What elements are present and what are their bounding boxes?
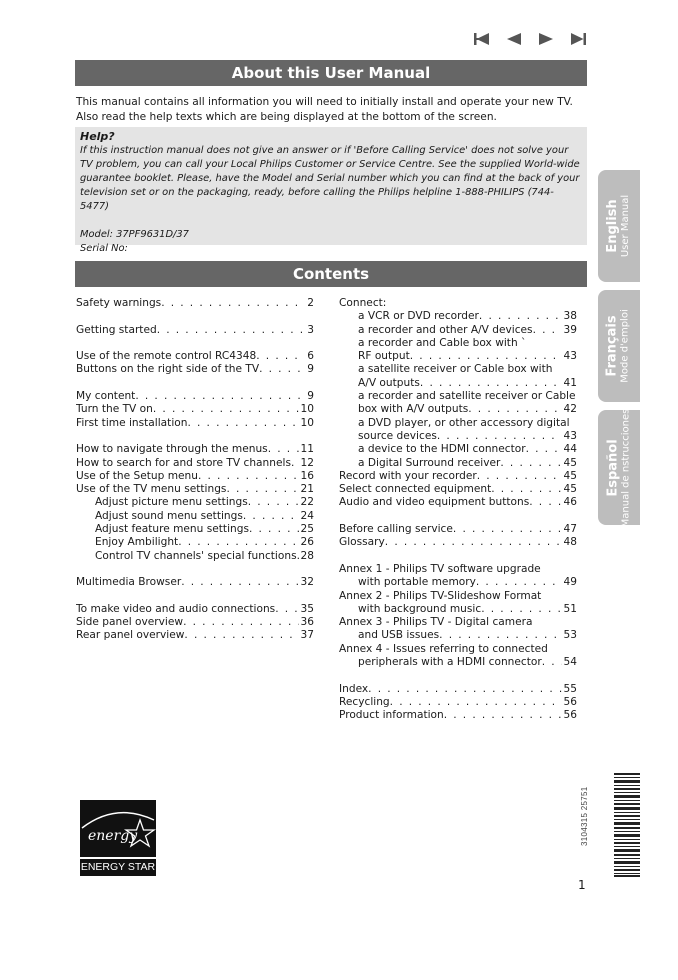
toc-entry-title: peripherals with a HDMI connector	[358, 656, 542, 669]
toc-entry-page: 6	[307, 350, 314, 363]
toc-entry[interactable]	[76, 496, 314, 509]
toc-entry[interactable]	[76, 470, 314, 483]
toc-dot-leader	[183, 616, 298, 629]
toc-entry-title: with background music	[358, 602, 482, 615]
toc-dot-leader	[187, 417, 298, 430]
about-section-header: About this User Manual	[75, 60, 587, 86]
previous-page-button[interactable]	[498, 30, 530, 48]
toc-spacer	[76, 430, 314, 443]
toc-entry-title: How to navigate through the menus	[76, 443, 268, 456]
toc-entry	[339, 563, 577, 576]
toc-entry-title: Multimedia Browser	[76, 576, 182, 589]
toc-entry[interactable]	[76, 510, 314, 523]
toc-dot-leader	[453, 523, 562, 536]
toc-entry-title: Record with your recorder	[339, 469, 477, 482]
tab-subtitle: Manual de nstrucciones	[620, 408, 631, 527]
toc-entry-title: Recycling	[339, 695, 390, 708]
toc-dot-leader	[161, 297, 305, 310]
toc-entry[interactable]	[76, 417, 314, 430]
toc-entry[interactable]	[76, 350, 314, 363]
toc-entry-page: 44	[563, 443, 577, 456]
toc-entry[interactable]	[76, 403, 314, 416]
toc-entry-page: 25	[300, 523, 314, 536]
toc-dot-leader	[181, 576, 298, 589]
toc-entry-title: Annex 2 - Philips TV-Slideshow Format	[339, 589, 542, 602]
toc-entry-title: Use of the Setup menu	[76, 469, 198, 482]
toc-dot-leader	[243, 510, 299, 523]
toc-dot-leader	[153, 403, 299, 416]
toc-entry-title: a recorder and Cable box with `	[358, 336, 527, 349]
toc-entry[interactable]	[339, 470, 577, 483]
toc-dot-leader	[410, 350, 562, 363]
arrow-left-icon	[506, 33, 522, 45]
toc-entry[interactable]	[76, 443, 314, 456]
toc-spacer	[76, 310, 314, 323]
toc-entry	[339, 390, 577, 403]
svg-text:energy: energy	[88, 828, 138, 844]
toc-entry-title: Buttons on the right side of the TV	[76, 363, 260, 376]
toc-entry-title: Control TV channels' special functions	[95, 549, 297, 562]
toc-dot-leader	[157, 324, 306, 337]
toc-entry[interactable]	[339, 483, 577, 496]
toc-entry-title: Adjust picture menu settings	[95, 496, 248, 509]
first-page-button[interactable]	[466, 30, 498, 48]
toc-entry-title: Index	[339, 682, 369, 695]
toc-entry-page: 45	[563, 469, 577, 482]
toc-entry-title: RF output	[358, 350, 410, 363]
intro-line: This manual contains all information you will need to initially install and operate your new TV.	[76, 96, 573, 108]
serial-number: Serial No:	[80, 243, 128, 254]
toc-entry	[339, 616, 577, 629]
toc-entry-title: a device to the HDMI connector	[358, 443, 526, 456]
energy-star-icon	[80, 800, 156, 859]
contents-section-header: Contents	[75, 261, 587, 287]
toc-entry-title: Side panel overview	[76, 616, 184, 629]
toc-dot-leader	[500, 457, 561, 470]
toc-entry[interactable]	[339, 443, 577, 456]
toc-entry[interactable]	[76, 523, 314, 536]
toc-entry-title: a recorder and satellite receiver or Cable	[358, 390, 576, 403]
next-page-button[interactable]	[530, 30, 562, 48]
toc-entry-page: 39	[563, 323, 577, 336]
toc-entry[interactable]	[339, 696, 577, 709]
toc-entry-title: Annex 1 - Philips TV software upgrade	[339, 562, 541, 575]
toc-entry-title: Product information	[339, 709, 444, 722]
toc-dot-leader	[420, 377, 562, 390]
toc-entry-title: with portable memory	[358, 576, 476, 589]
toc-entry[interactable]	[339, 683, 577, 696]
toc-dot-leader	[275, 603, 298, 616]
toc-entry[interactable]	[339, 709, 577, 722]
toc-spacer	[76, 590, 314, 603]
toc-entry[interactable]	[76, 536, 314, 549]
toc-entry-page: 49	[563, 576, 577, 589]
toc-entry-page: 54	[563, 656, 577, 669]
toc-entry-page: 37	[300, 629, 314, 642]
toc-entry-title: Before calling service	[339, 523, 453, 536]
toc-entry	[339, 337, 577, 350]
toc-dot-leader	[479, 310, 562, 323]
toc-entry-page: 10	[300, 403, 314, 416]
toc-dot-leader	[256, 350, 305, 363]
toc-dot-leader	[476, 576, 562, 589]
model-number: Model: 37PF9631D/37	[80, 229, 189, 240]
skip-first-icon	[474, 33, 490, 45]
toc-spacer	[76, 377, 314, 390]
toc-dot-leader	[491, 483, 561, 496]
help-title: Help?	[80, 130, 115, 143]
toc-entry-title: First time installation	[76, 416, 188, 429]
toc-dot-leader	[533, 324, 562, 337]
toc-entry-page: 21	[300, 483, 314, 496]
toc-entry-page: 22	[300, 496, 314, 509]
barcode-icon	[614, 773, 640, 877]
toc-spacer	[76, 337, 314, 350]
toc-entry-page: 16	[300, 469, 314, 482]
toc-entry[interactable]	[339, 377, 577, 390]
toc-entry-page: 26	[300, 536, 314, 549]
toc-entry-title: Rear panel overview	[76, 629, 185, 642]
toc-entry-page: 43	[563, 429, 577, 442]
energy-star-logo	[80, 800, 156, 876]
toc-entry	[339, 363, 577, 376]
toc-entry[interactable]	[76, 483, 314, 496]
tab-language-label: English	[605, 199, 620, 253]
toc-entry-title: Audio and video equipment buttons	[339, 496, 530, 509]
toc-spacer	[339, 669, 577, 682]
toc-entry	[339, 297, 577, 310]
toc-entry[interactable]	[339, 603, 577, 616]
toc-entry-title: Adjust sound menu settings	[95, 509, 243, 522]
toc-entry-title: Use of the TV menu settings	[76, 483, 227, 496]
toc-entry-title: How to search for and store TV channels	[76, 456, 291, 469]
toc-entry-page: 10	[300, 416, 314, 429]
toc-entry[interactable]	[339, 350, 577, 363]
toc-spacer	[339, 510, 577, 523]
toc-entry[interactable]	[76, 616, 314, 629]
toc-entry-page: 45	[563, 483, 577, 496]
intro-text	[76, 95, 588, 125]
toc-entry-title: Connect:	[339, 297, 387, 309]
tab-language-label: Français	[605, 315, 620, 377]
toc-dot-leader	[368, 683, 561, 696]
toc-entry-page: 12	[300, 456, 314, 469]
toc-entry	[339, 590, 577, 603]
toc-entry-page: 56	[563, 709, 577, 722]
toc-entry-title: A/V outputs	[358, 376, 420, 389]
toc-dot-leader	[390, 696, 562, 709]
toc-spacer	[76, 563, 314, 576]
tab-subtitle: User Manual	[620, 194, 631, 258]
page-navigation	[466, 30, 594, 48]
help-box	[75, 127, 587, 254]
intro-line: Also read the help texts which are being displayed at the bottom of the screen.	[76, 111, 497, 123]
toc-dot-leader	[178, 536, 298, 549]
toc-dot-leader	[248, 496, 299, 509]
toc-entry-title: Enjoy Ambilight	[95, 536, 179, 549]
toc-entry[interactable]	[76, 390, 314, 403]
toc-entry[interactable]	[339, 629, 577, 642]
toc-entry-page: 41	[563, 376, 577, 389]
toc-entry	[339, 643, 577, 656]
toc-entry-page: 9	[307, 363, 314, 376]
toc-dot-leader	[437, 430, 562, 443]
toc-entry-page: 24	[300, 509, 314, 522]
toc-entry-page: 2	[307, 297, 314, 309]
toc-entry[interactable]	[76, 576, 314, 589]
toc-dot-leader	[529, 496, 561, 509]
toc-entry-page: 53	[563, 629, 577, 642]
toc-entry-title: To make video and audio connections	[76, 602, 276, 615]
toc-entry[interactable]	[339, 536, 577, 549]
tab-english[interactable]	[598, 170, 640, 282]
toc-entry[interactable]	[339, 496, 577, 509]
toc-dot-leader	[481, 603, 561, 616]
toc-dot-leader	[259, 363, 305, 376]
toc-entry[interactable]	[76, 324, 314, 337]
arrow-right-icon	[538, 33, 554, 45]
toc-dot-leader	[439, 629, 561, 642]
toc-entry	[339, 417, 577, 430]
toc-entry-title: Annex 3 - Philips TV - Digital camera	[339, 616, 533, 629]
toc-entry[interactable]	[76, 629, 314, 642]
toc-entry-title: Adjust feature menu settings	[95, 523, 249, 536]
toc-entry[interactable]	[76, 297, 314, 310]
toc-entry-page: 43	[563, 350, 577, 363]
toc-entry[interactable]	[339, 576, 577, 589]
toc-entry[interactable]	[339, 310, 577, 323]
toc-entry-title: a DVD player, or other accessory digital	[358, 416, 570, 429]
skip-last-icon	[570, 33, 586, 45]
toc-entry-title: and USB issues	[358, 629, 440, 642]
toc-entry-title: Use of the remote control RC4348	[76, 350, 257, 363]
toc-dot-leader	[291, 457, 299, 470]
toc-entry-title: Turn the TV on	[76, 403, 153, 416]
toc-entry[interactable]	[76, 603, 314, 616]
toc-entry-title: Getting started	[76, 323, 157, 336]
toc-entry-title: source devices	[358, 429, 437, 442]
toc-entry-page: 11	[300, 443, 314, 456]
toc-entry-page: 51	[563, 602, 577, 615]
toc-entry-page: 48	[563, 536, 577, 549]
toc-spacer	[339, 550, 577, 563]
toc-entry[interactable]	[339, 523, 577, 536]
toc-dot-leader	[444, 709, 562, 722]
toc-entry[interactable]	[339, 430, 577, 443]
toc-entry-page: 55	[563, 682, 577, 695]
toc-entry[interactable]	[339, 403, 577, 416]
tab-subtitle: Mode d'emploi	[620, 309, 631, 383]
toc-entry-page: 32	[300, 576, 314, 589]
toc-entry-title: a satellite receiver or Cable box with	[358, 363, 553, 376]
toc-entry-page: 28	[300, 549, 314, 562]
toc-dot-leader	[198, 470, 299, 483]
tab-language-label: Español	[605, 438, 620, 497]
toc-entry-page: 9	[307, 390, 314, 403]
toc-dot-leader	[542, 656, 562, 669]
toc-dot-leader	[226, 483, 298, 496]
toc-entry-page: 46	[563, 496, 577, 509]
toc-entry-page: 3	[307, 323, 314, 336]
toc-dot-leader	[468, 403, 561, 416]
toc-entry-title: a recorder and other A/V devices	[358, 323, 533, 336]
toc-dot-leader	[385, 536, 562, 549]
toc-entry[interactable]	[76, 363, 314, 376]
toc-entry-page: 36	[300, 616, 314, 629]
toc-dot-leader	[249, 523, 299, 536]
toc-entry-page: 47	[563, 523, 577, 536]
toc-entry-title: My content	[76, 390, 136, 403]
toc-entry[interactable]	[76, 457, 314, 470]
toc-entry-title: Annex 4 - Issues referring to connected	[339, 642, 548, 655]
toc-entry[interactable]	[339, 457, 577, 470]
toc-entry[interactable]	[76, 550, 314, 563]
toc-entry-page: 38	[563, 310, 577, 323]
toc-dot-leader	[526, 443, 562, 456]
toc-entry-page: 45	[563, 456, 577, 469]
toc-entry[interactable]	[339, 656, 577, 669]
toc-entry-page: 35	[300, 602, 314, 615]
toc-entry-title: a Digital Surround receiver	[358, 456, 501, 469]
toc-entry[interactable]	[339, 324, 577, 337]
toc-dot-leader	[477, 470, 562, 483]
toc-entry-title: Safety warnings	[76, 297, 162, 309]
energy-star-label: ENERGY STAR	[80, 857, 156, 876]
toc-dot-leader	[184, 629, 298, 642]
last-page-button[interactable]	[562, 30, 594, 48]
toc-entry-page: 56	[563, 695, 577, 708]
toc-entry-title: a VCR or DVD recorder	[358, 310, 479, 323]
page-number: 1	[578, 878, 586, 892]
barcode-number: 3104315 25751	[580, 786, 589, 846]
toc-dot-leader	[268, 443, 299, 456]
toc-entry-title: box with A/V outputs	[358, 403, 469, 416]
tab-francais[interactable]	[598, 290, 640, 402]
tab-espanol[interactable]	[598, 410, 640, 525]
toc-entry-title: Select connected equipment	[339, 483, 492, 496]
help-text: If this instruction manual does not give an answer or if 'Before Calling Service' does not solve your TV problem, you can call your Local Philips Customer or Service Centre. See the supplied World-wide guarantee booklet. Please, have the Model and Serial number which you can find at the back of your television set or on the packaging, ready, before calling the Philips helpline 1-888-PHILIPS (744-5477)	[80, 145, 580, 212]
toc-dot-leader	[135, 390, 305, 403]
toc-entry-page: 42	[563, 403, 577, 416]
toc-left-column	[76, 297, 314, 643]
toc-right-column	[339, 297, 577, 723]
toc-entry-title: Glossary	[339, 536, 385, 549]
